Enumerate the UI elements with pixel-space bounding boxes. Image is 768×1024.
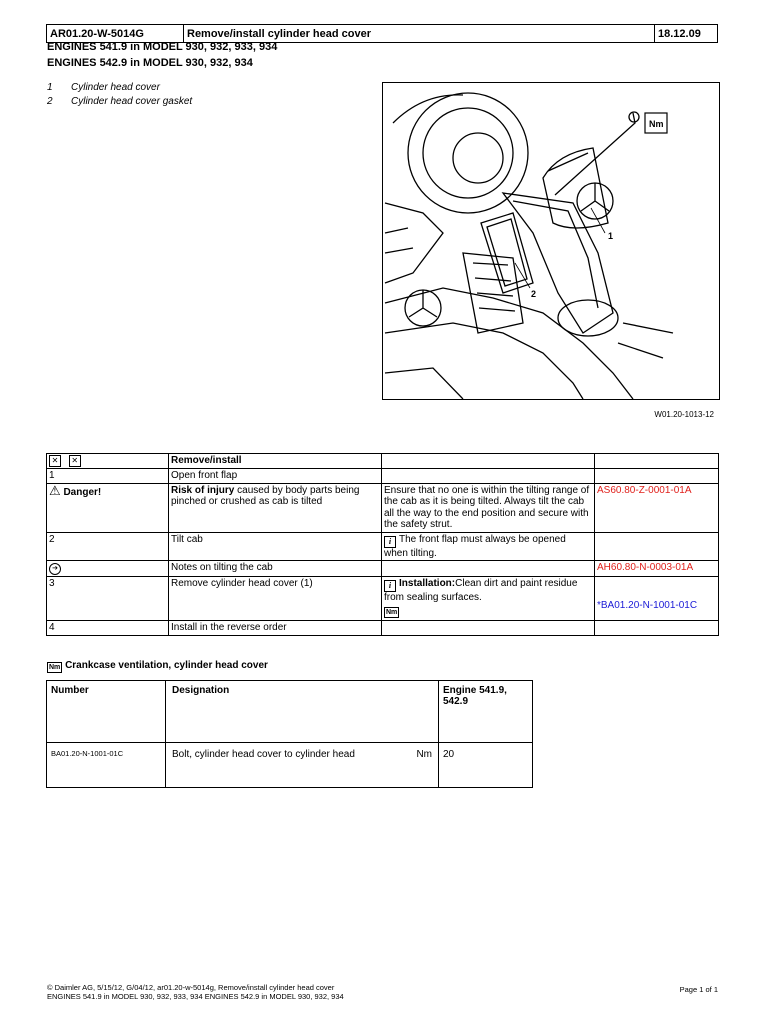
step-note: i The front flap must always be opened when tilting. (382, 532, 595, 561)
torque-section-title: Nm Crankcase ventilation, cylinder head cover (49, 660, 268, 671)
engines-line-2: ENGINES 542.9 in MODEL 930, 932, 934 (47, 57, 253, 69)
torque-nm-label: Nm (649, 119, 664, 129)
info-icon: i (384, 580, 396, 592)
torque-row-designation: Bolt, cylinder head cover to cylinder head Nm (166, 743, 439, 788)
danger-risk: Risk of injury caused by body parts being pinched or crushed as cab is tilted (169, 483, 382, 532)
column-header-designation: Designation (166, 681, 439, 743)
torque-value: 20 (439, 743, 533, 788)
page-number: Page 1 of 1 (679, 985, 718, 994)
engine-drawing (383, 83, 719, 399)
danger-cell (47, 483, 169, 532)
callout-1: 1 (608, 231, 614, 241)
torque-reference-link[interactable]: *BA01.20-N-1001-01C (597, 600, 698, 611)
torque-table (46, 680, 533, 788)
step-number: 1 (47, 469, 169, 484)
install-icon: ✕ (69, 455, 81, 467)
step-text: Install in the reverse order (169, 621, 382, 636)
engine-illustration (382, 82, 720, 400)
danger-reference-link[interactable]: AS60.80-Z-0001-01A (595, 483, 719, 532)
torque-icon: Nm (386, 608, 398, 616)
doc-id: AR01.20-W-5014G (47, 25, 184, 43)
danger-label: Danger! (63, 486, 102, 498)
torque-row-number: BA01.20-N-1001-01C (47, 743, 166, 788)
doc-date: 18.12.09 (655, 25, 718, 43)
column-header-remove-install: Remove/install (169, 454, 382, 469)
footer: © Daimler AG, 5/15/12, G/04/12, ar01.20-w-5014g, Remove/install cylinder head cover ENGINES 541.9 in MODEL 930, 932, 933, 934 ENGINES 542.9 in MODEL 930, 932, 934 (47, 983, 344, 1001)
column-header-number: Number (47, 681, 166, 743)
column-header-engine: Engine 541.9, 542.9 (439, 681, 533, 743)
step-text: Remove cylinder head cover (1) (169, 577, 382, 621)
notes-reference-link[interactable]: AH60.80-N-0003-01A (595, 561, 719, 577)
notes-icon-cell (47, 561, 169, 577)
torque-unit: Nm (416, 749, 432, 760)
torque-icon: Nm (49, 664, 61, 671)
step-note: i Installation:Clean dirt and paint residue from sealing surfaces. Nm (382, 577, 595, 621)
info-icon: i (384, 536, 396, 548)
engines-line-1: ENGINES 541.9 in MODEL 930, 932, 933, 934 (47, 41, 278, 53)
notes-text: Notes on tilting the cab (169, 561, 382, 577)
step-number: 3 (47, 577, 169, 621)
warning-triangle-icon: ⚠ (49, 482, 61, 498)
step-number: 4 (47, 621, 169, 636)
callout-2: 2 (531, 289, 537, 299)
remove-icon: ✕ (49, 455, 61, 467)
reference-icon: ➔ (49, 563, 61, 575)
step-text: Open front flap (169, 469, 382, 484)
figure-caption: W01.20-1013-12 (654, 410, 714, 419)
danger-measure: Ensure that no one is within the tilting range of the cab as it is being tilted. Always tilt the cab all the way to the end position and secure with the safety strut. (382, 483, 595, 532)
legend-item: 2 Cylinder head cover gasket (47, 96, 193, 107)
torque-ref-cell (595, 577, 719, 621)
legend-item: 1 Cylinder head cover (47, 82, 160, 93)
steps-table (46, 453, 719, 636)
step-text: Tilt cab (169, 532, 382, 561)
tools-icons (47, 454, 169, 469)
doc-title: Remove/install cylinder head cover (184, 25, 655, 43)
step-number: 2 (47, 532, 169, 561)
